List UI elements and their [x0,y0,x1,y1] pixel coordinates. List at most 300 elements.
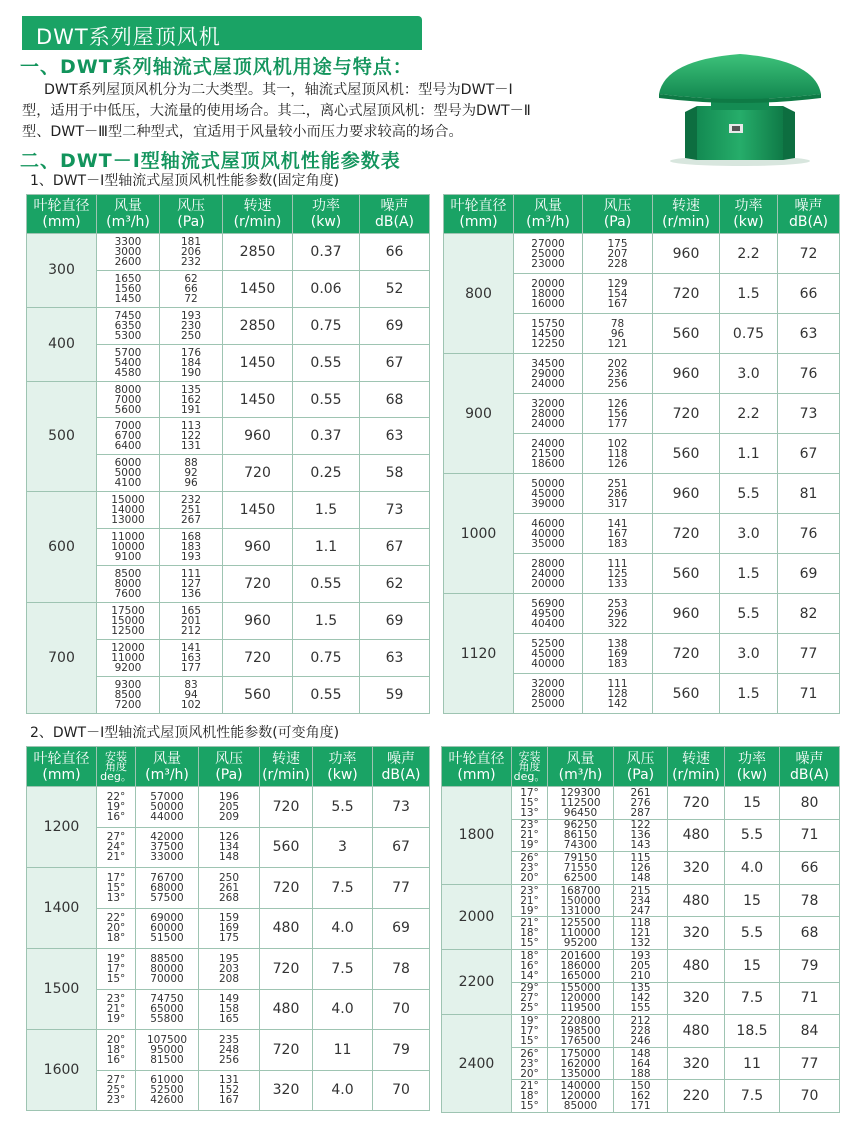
air-volume [548,819,614,852]
air-pressure-value: 165 [180,604,202,617]
air-pressure-value: 136 [630,829,651,842]
column-header-line: (kw) [733,214,764,230]
install-angle-value: 21° [520,894,539,907]
noise-level: 67 [360,344,430,381]
air-pressure [614,1080,668,1113]
install-angle-value: 17° [520,1024,539,1037]
column-header-line: 风量 [153,750,181,767]
install-angle-value: 23° [106,993,126,1006]
column-header-line: 风量 [534,198,562,214]
air-pressure-value: 246 [630,1034,651,1047]
rotation-speed: 480 [668,1015,725,1048]
table-row [442,949,840,982]
rotation-speed: 560 [653,314,720,354]
air-volume-value: 42000 [150,831,184,844]
air-pressure-value: 256 [607,377,628,390]
air-volume-value: 45000 [531,487,565,500]
air-volume [97,344,160,381]
install-angle-value: 15° [520,1034,539,1047]
air-volume-value: 57000 [150,790,184,803]
impeller-diameter: 2000 [442,884,512,949]
power: 1.5 [293,602,360,639]
air-volume-value: 140000 [560,1080,601,1093]
noise-level: 66 [360,234,430,271]
impeller-diameter: 600 [27,492,97,603]
air-volume-value: 176500 [560,1034,601,1047]
air-pressure-value: 126 [607,457,628,470]
air-pressure-value: 127 [180,577,202,590]
air-volume-value: 129300 [560,786,601,799]
table-fixed-right [443,194,840,714]
air-volume [97,418,160,455]
noise-level: 63 [360,639,430,676]
air-pressure-value: 232 [180,255,202,268]
noise-level: 80 [780,787,840,820]
air-pressure-value: 230 [180,319,202,332]
air-pressure-value: 268 [218,891,240,904]
column-header-line: dB(A) [375,214,414,230]
air-volume-value: 70000 [150,972,184,985]
air-volume [97,381,160,418]
air-pressure-value: 148 [218,851,240,864]
air-pressure [160,381,223,418]
power: 1.1 [293,529,360,566]
air-pressure-value: 210 [630,969,651,982]
rotation-speed: 480 [260,989,313,1030]
air-pressure-value: 193 [180,551,202,564]
air-volume-value: 9300 [114,678,142,691]
air-pressure-value: 134 [218,841,240,854]
column-header [97,747,136,787]
air-pressure-value: 158 [218,1003,240,1016]
install-angle [512,949,548,982]
air-pressure [160,639,223,676]
air-volume-value: 25000 [531,247,565,260]
power: 5.5 [725,917,780,950]
air-pressure-value: 287 [630,806,651,819]
air-pressure-value: 159 [218,912,240,925]
table-row [27,307,430,344]
air-volume-value: 81500 [150,1053,184,1066]
install-angle [97,827,136,868]
air-pressure [614,787,668,820]
air-volume-value: 60000 [150,922,184,935]
column-header [260,747,313,787]
column-header [27,747,97,787]
impeller-diameter: 900 [444,354,514,474]
rotation-speed: 960 [653,354,720,394]
column-header-line: 功率 [738,750,766,767]
air-pressure-value: 191 [180,403,202,416]
air-volume-value: 7000 [114,393,142,406]
install-angle [512,1015,548,1048]
noise-level: 79 [373,1030,430,1071]
air-volume-value: 12250 [531,337,565,350]
rotation-speed: 1450 [223,270,293,307]
air-pressure [583,594,653,634]
air-pressure-value: 135 [180,383,202,396]
air-pressure-value: 111 [607,677,628,690]
air-volume [136,868,199,909]
air-pressure-value: 164 [630,1057,651,1070]
air-pressure [614,852,668,885]
air-pressure-value: 322 [607,617,628,630]
air-volume-value: 33000 [150,851,184,864]
air-pressure [583,674,653,714]
air-pressure-value: 143 [630,839,651,852]
air-volume-value: 51500 [150,932,184,945]
power: 3.0 [720,354,778,394]
air-pressure-value: 248 [218,1043,240,1056]
air-pressure [614,884,668,917]
impeller-diameter: 1120 [444,594,514,714]
air-volume-value: 4580 [114,366,142,379]
air-volume-value: 110000 [560,927,601,940]
air-volume-value: 6000 [114,457,142,470]
air-volume-value: 50000 [150,800,184,813]
table-row [444,474,840,514]
air-pressure-value: 205 [218,800,240,813]
air-pressure [160,344,223,381]
air-volume-value: 44000 [150,810,184,823]
rotation-speed: 960 [653,474,720,514]
air-volume-value: 32000 [531,397,565,410]
column-header-line: (m³/h) [558,766,603,783]
noise-level: 77 [373,868,430,909]
install-angle-value: 21° [520,917,539,930]
air-volume-value: 95200 [563,937,598,950]
table-row [27,602,430,639]
impeller-diameter: 700 [27,602,97,713]
air-pressure [614,949,668,982]
rotation-speed: 480 [668,819,725,852]
air-volume-value: 40400 [531,617,565,630]
column-header [668,747,725,787]
column-header-line: (Pa) [626,766,655,783]
column-header-line: 风量 [566,750,595,767]
install-angle-value: 22° [106,912,126,925]
air-volume-value: 175000 [560,1047,601,1060]
install-angle-value: 27° [520,992,539,1005]
air-volume-value: 37500 [150,841,184,854]
air-pressure-value: 177 [607,417,628,430]
table-fixed-left [26,194,430,714]
power: 2.2 [720,394,778,434]
air-pressure-value: 126 [607,397,628,410]
noise-level: 69 [373,908,430,949]
air-volume [548,982,614,1015]
air-volume-value: 186000 [560,959,601,972]
power: 7.5 [725,982,780,1015]
air-pressure-value: 208 [218,972,240,985]
air-volume [136,908,199,949]
air-volume [97,492,160,529]
noise-level: 77 [778,634,840,674]
table-variable-left [26,746,430,1111]
power: 0.55 [293,381,360,418]
rotation-speed: 720 [653,514,720,554]
air-pressure-value: 228 [607,257,628,270]
air-pressure-value: 62 [184,272,198,285]
air-pressure-value: 148 [630,871,651,884]
table-row [442,1015,840,1048]
air-volume [514,394,583,434]
air-pressure [199,1070,260,1111]
sub1-title: 1、DWT－Ⅰ型轴流式屋顶风机性能参数(固定角度) [30,173,340,189]
air-volume [136,1030,199,1071]
column-header-line: (mm) [457,766,496,783]
install-angle-value: 18° [520,927,539,940]
install-angle-value: 23° [520,819,539,832]
column-header-line: 转速 [682,750,710,767]
column-header [136,747,199,787]
table-row [27,1030,430,1071]
air-pressure-value: 181 [180,235,202,248]
install-angle-value: 18° [106,932,126,945]
rotation-speed: 320 [668,852,725,885]
noise-level: 63 [778,314,840,354]
table-row [444,354,840,394]
air-pressure [199,868,260,909]
air-volume-value: 5700 [114,346,142,359]
air-pressure-value: 102 [607,437,628,450]
column-header [778,195,840,234]
air-volume-value: 61000 [150,1074,184,1087]
noise-level: 68 [360,381,430,418]
column-header-line: (m³/h) [106,214,150,230]
air-pressure [160,418,223,455]
air-pressure-value: 193 [630,949,651,962]
air-volume [514,594,583,634]
column-header [780,747,840,787]
noise-level: 78 [373,949,430,990]
air-volume-value: 6700 [114,430,142,443]
air-pressure-value: 162 [630,1090,651,1103]
install-angle-value: 20° [106,1033,126,1046]
air-pressure [583,474,653,514]
air-pressure-value: 148 [630,1047,651,1060]
power: 0.75 [293,639,360,676]
air-pressure-value: 201 [180,614,202,627]
air-pressure [160,529,223,566]
install-angle-value: 15° [106,972,126,985]
install-angle-value: 16° [106,810,126,823]
column-header [725,747,780,787]
table-variable-right [441,746,840,1113]
power: 7.5 [313,949,373,990]
air-pressure [583,394,653,434]
install-angle-value: 23° [520,1057,539,1070]
install-angle [97,868,136,909]
table-row [27,868,430,909]
air-volume-value: 6350 [114,319,142,332]
air-volume [97,529,160,566]
air-volume [548,917,614,950]
rotation-speed: 960 [223,602,293,639]
air-volume-value: 57500 [150,891,184,904]
column-header [313,747,373,787]
air-pressure-value: 167 [218,1094,240,1107]
air-pressure-value: 228 [630,1024,651,1037]
column-header-line: (r/min) [672,766,720,783]
air-pressure-value: 177 [180,661,202,674]
noise-level: 73 [778,394,840,434]
air-pressure-value: 142 [630,992,651,1005]
rotation-speed: 960 [653,234,720,274]
air-volume-value: 165000 [560,969,601,982]
air-pressure-value: 175 [607,237,628,250]
noise-level: 67 [360,529,430,566]
column-header-line: 转速 [672,198,700,214]
column-header-line: 安装 [105,749,127,763]
air-pressure-value: 267 [180,514,202,527]
install-angle-value: 17° [520,786,539,799]
column-header-line: 叶轮直径 [450,198,507,214]
install-angle-value: 18° [520,949,539,962]
install-angle-value: 29° [520,982,539,995]
air-volume [97,566,160,603]
air-pressure-value: 155 [630,1002,651,1015]
column-header-line: (kw) [310,214,342,230]
air-volume-value: 32000 [531,677,565,690]
noise-level: 73 [360,492,430,529]
air-volume-value: 201600 [560,949,601,962]
install-angle-value: 16° [520,959,539,972]
column-header-line: (Pa) [603,214,632,230]
air-pressure-value: 169 [218,922,240,935]
air-volume-value: 220800 [560,1014,601,1027]
rotation-speed: 960 [653,594,720,634]
air-volume-value: 34500 [531,357,565,370]
install-angle-value: 20° [106,922,126,935]
air-pressure [160,602,223,639]
column-header [160,195,223,234]
air-volume-value: 1450 [114,292,142,305]
air-pressure [614,917,668,950]
air-volume-value: 74750 [150,993,184,1006]
air-volume-value: 50000 [531,477,565,490]
install-angle [512,819,548,852]
air-volume-value: 11000 [111,531,145,544]
column-header-line: 噪声 [795,750,824,767]
power: 5.5 [720,594,778,634]
air-volume [514,234,583,274]
air-pressure-value: 135 [630,982,651,995]
section1-title: 一、DWT系列轴流式屋顶风机用途与特点： [20,56,413,78]
air-pressure-value: 202 [607,357,628,370]
air-pressure-value: 276 [630,796,651,809]
air-pressure-value: 138 [607,637,628,650]
air-pressure-value: 128 [607,687,628,700]
column-header [653,195,720,234]
power: 3 [313,827,373,868]
column-header-line: (m³/h) [145,766,189,783]
install-angle-value: 21° [520,1080,539,1093]
noise-level: 81 [778,474,840,514]
air-pressure [199,827,260,868]
noise-level: 71 [778,674,840,714]
air-volume-value: 80000 [150,962,184,975]
air-pressure-value: 167 [607,527,628,540]
power: 5.5 [720,474,778,514]
noise-level: 67 [373,827,430,868]
power: 15 [725,949,780,982]
air-pressure-value: 162 [180,393,202,406]
air-pressure-value: 196 [218,790,240,803]
air-volume-value: 20000 [531,277,565,290]
air-pressure-value: 261 [218,881,240,894]
air-pressure-value: 232 [180,494,202,507]
install-angle-value: 17° [106,962,126,975]
air-pressure-value: 126 [218,831,240,844]
air-pressure-value: 176 [180,346,202,359]
air-pressure-value: 96 [184,477,198,490]
power: 18.5 [725,1015,780,1048]
table-row [27,949,430,990]
air-pressure-value: 286 [607,487,628,500]
rotation-speed: 1450 [223,492,293,529]
noise-level: 70 [373,1070,430,1111]
install-angle-value: 19° [520,904,539,917]
air-volume-value: 7200 [114,698,142,711]
air-volume-value: 20000 [531,577,565,590]
column-header [293,195,360,234]
air-pressure-value: 132 [630,937,651,950]
air-pressure [614,1047,668,1080]
column-header-line: deg。 [513,769,546,783]
power: 4.0 [313,908,373,949]
rotation-speed: 720 [223,566,293,603]
air-volume-value: 1650 [114,272,142,285]
air-volume-value: 65000 [150,1003,184,1016]
air-pressure [583,434,653,474]
rotation-speed: 560 [653,554,720,594]
power: 4.0 [725,852,780,885]
air-pressure-value: 203 [218,962,240,975]
rotation-speed: 720 [260,949,313,990]
air-volume-value: 52500 [150,1084,184,1097]
air-volume-value: 88500 [150,952,184,965]
noise-level: 71 [780,982,840,1015]
column-header-line: (r/min) [262,766,310,783]
air-volume [97,234,160,271]
air-volume-value: 35000 [531,537,565,550]
air-pressure [614,819,668,852]
air-pressure [583,354,653,394]
air-pressure [199,949,260,990]
air-volume-value: 24000 [531,437,565,450]
air-pressure-value: 142 [607,697,628,710]
install-angle [97,908,136,949]
column-header-line: deg。 [100,769,132,783]
air-volume-value: 28000 [531,407,565,420]
rotation-speed: 720 [260,1030,313,1071]
power: 0.55 [293,566,360,603]
column-header-line: 风压 [626,750,655,767]
air-pressure-value: 121 [630,927,651,940]
noise-level: 67 [778,434,840,474]
air-pressure-value: 154 [607,287,628,300]
install-angle-value: 13° [520,806,539,819]
air-volume-value: 125500 [560,917,601,930]
air-pressure [583,514,653,554]
column-header [360,195,430,234]
install-angle-value: 15° [520,1100,539,1113]
install-angle-value: 19° [520,1014,539,1027]
air-volume [514,354,583,394]
air-volume-value: 25000 [531,697,565,710]
air-pressure-value: 183 [180,541,202,554]
